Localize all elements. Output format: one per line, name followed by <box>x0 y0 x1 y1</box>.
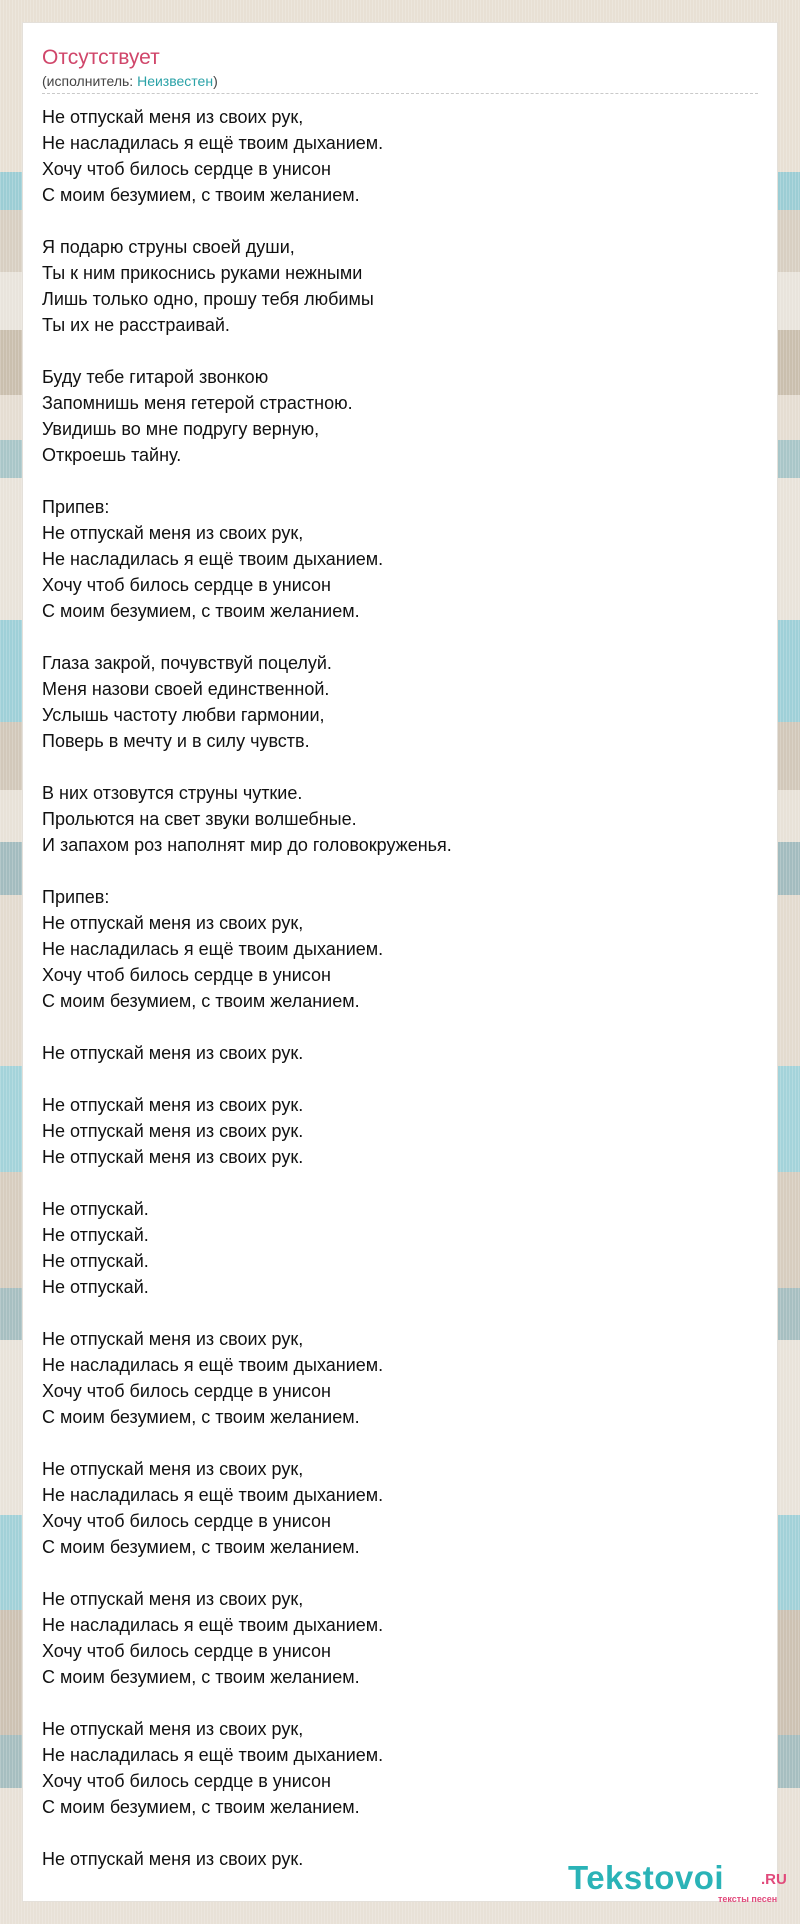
song-header <box>42 44 758 90</box>
site-logo[interactable] <box>568 1859 787 1904</box>
artist-link[interactable]: Неизвестен <box>137 73 214 89</box>
artist-line <box>42 72 758 90</box>
lyrics-text: Не отпускай меня из своих рук, Не насладилась я ещё твоим дыханием. Хочу чтоб билось сердце в унисон С моим безумием, с твоим желанием. Я подарю струны своей души, Ты к ним прикоснись руками нежными Лишь только одно, прошу тебя любимы Ты их не расстраивай. Буду тебе гитарой звонкою Запомнишь меня гетерой страстною. Увидишь во мне подругу верную, Откроешь тайну. Припев: Не отпускай меня из своих рук, Не насладилась я ещё твоим дыханием. Хочу чтоб билось сердце в унисон С моим безумием, с твоим желанием. Глаза закрой, почувствуй поцелуй. Меня назови своей единственной. Услышь частоту любви гармонии, Поверь в мечту и в силу чувств. В них отзовутся струны чуткие. Прольются на свет звуки волшебные. И запахом роз наполнят мир до головокруженья. Припев: Не отпускай меня из своих рук, Не насладилась я ещё твоим дыханием. Хочу чтоб билось сердце в унисон С моим безумием, с твоим желанием. Не отпускай меня из своих рук. Не отпускай меня из своих рук. Не отпускай меня из своих рук. Не отпускай меня из своих рук. Не отпускай. Не отпускай. Не отпускай. Не отпускай. Не отпускай меня из своих рук, Не насладилась я ещё твоим дыханием. Хочу чтоб билось сердце в унисон С моим безумием, с твоим желанием. Не отпускай меня из своих рук, Не насладилась я ещё твоим дыханием. Хочу чтоб билось сердце в унисон С моим безумием, с твоим желанием. Не отпускай меня из своих рук, Не насладилась я ещё твоим дыханием. Хочу чтоб билось сердце в унисон С моим безумием, с твоим желанием. Не отпускай меня из своих рук, Не насладилась я ещё твоим дыханием. Хочу чтоб билось сердце в унисон С моим безумием, с твоим желанием. Не отпускай меня из своих рук. <box>42 107 452 1869</box>
header-divider <box>42 93 758 94</box>
logo-name: Tekstovoi <box>568 1859 725 1896</box>
artist-suffix: ) <box>213 73 218 89</box>
lyrics-card <box>22 22 787 1904</box>
artist-prefix: (исполнитель: <box>42 73 138 89</box>
logo-tld: .RU <box>761 1871 787 1888</box>
song-title: Отсутствует <box>42 46 160 69</box>
logo-tagline: тексты песен <box>718 1894 778 1904</box>
